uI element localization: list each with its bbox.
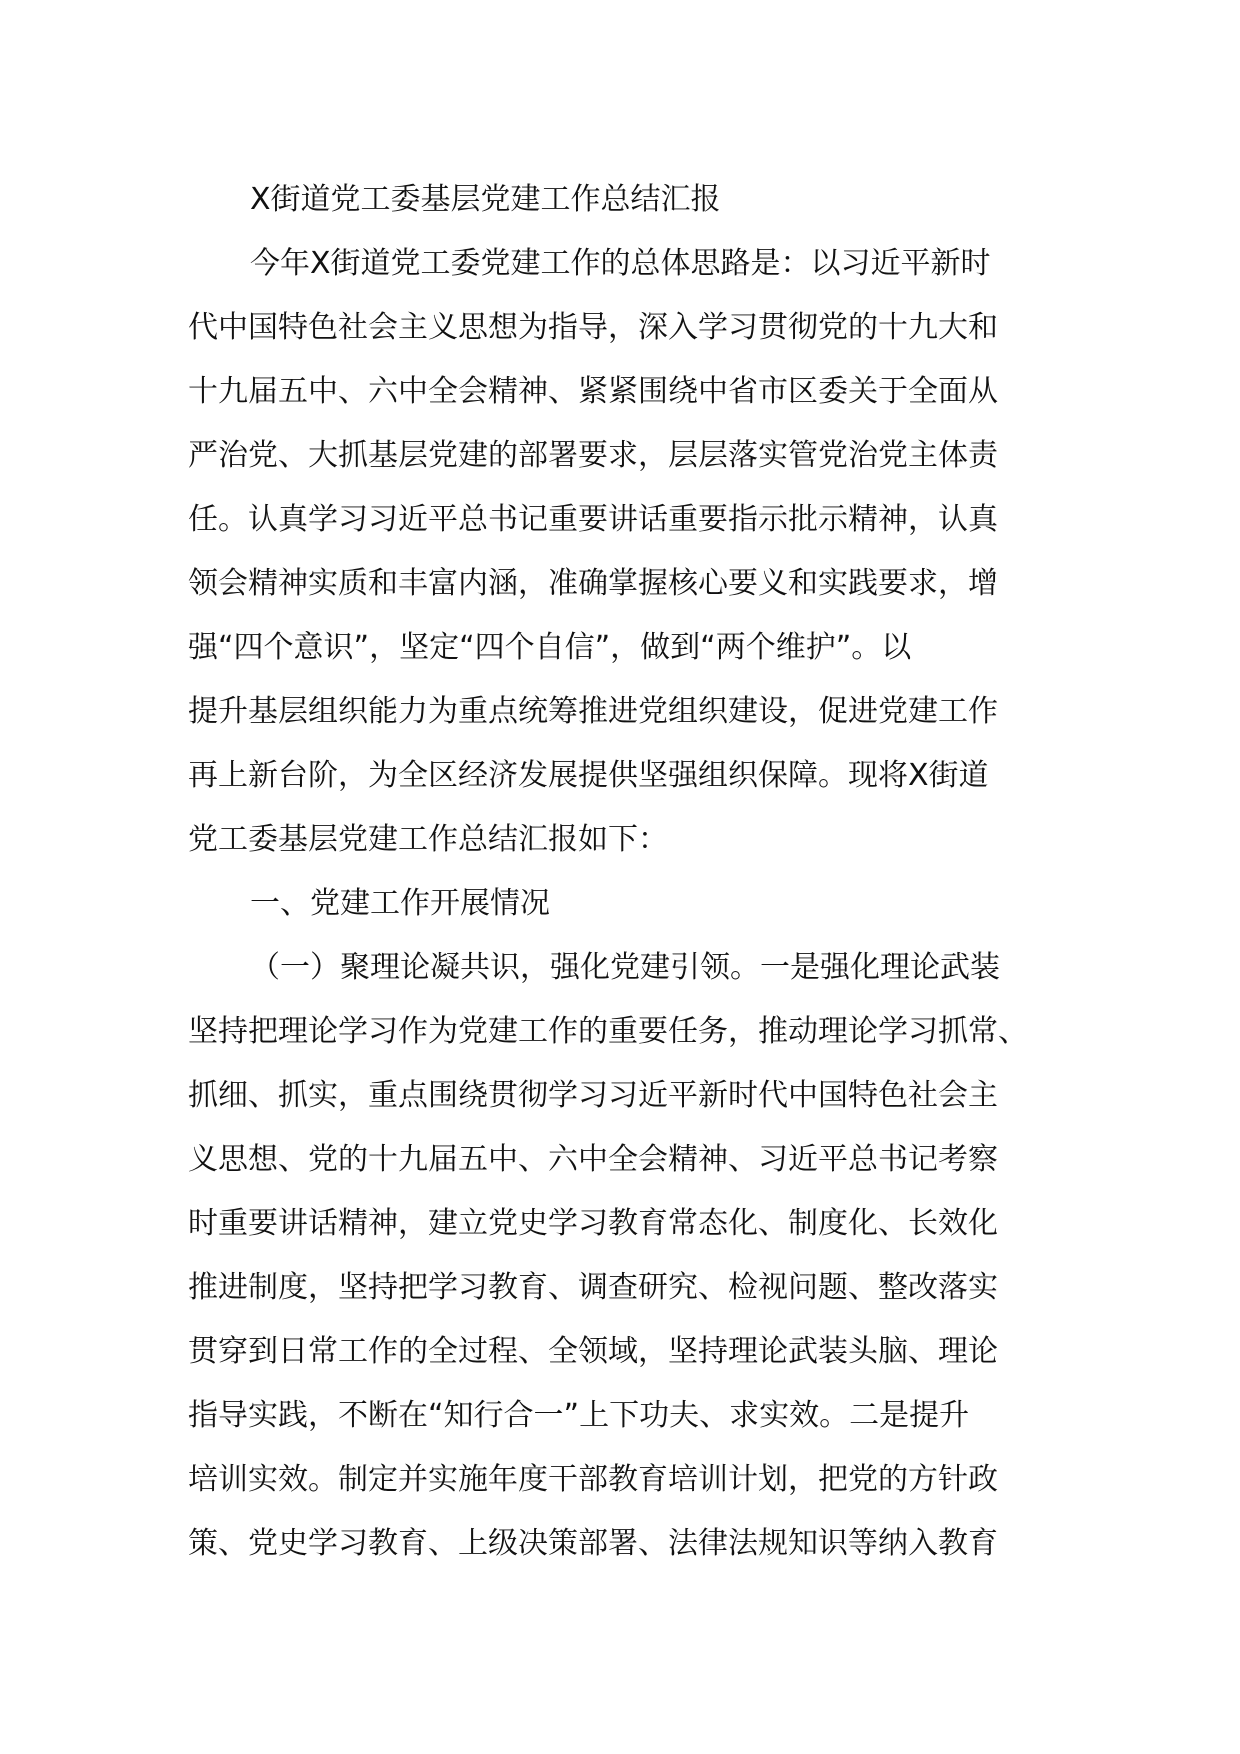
paragraph-line: 领会精神实质和丰富内涵，准确掌握核心要义和实践要求，增 bbox=[188, 566, 998, 601]
paragraph-line: 坚持把理论学习作为党建工作的重要任务，推动理论学习抓常、 bbox=[188, 1014, 1028, 1049]
document-title: X街道党工委基层党建工作总结汇报 bbox=[250, 182, 721, 217]
paragraph-line: 党工委基层党建工作总结汇报如下： bbox=[188, 822, 668, 857]
section-heading: 一、党建工作开展情况 bbox=[250, 886, 550, 921]
paragraph-line: 贯穿到日常工作的全过程、全领域，坚持理论武装头脑、理论 bbox=[188, 1334, 998, 1369]
paragraph-line: 推进制度，坚持把学习教育、调查研究、检视问题、整改落实 bbox=[188, 1270, 998, 1305]
paragraph-line: 再上新台阶，为全区经济发展提供坚强组织保障。现将X街道 bbox=[188, 758, 989, 793]
paragraph-line: 提升基层组织能力为重点统筹推进党组织建设，促进党建工作 bbox=[188, 694, 998, 729]
paragraph-line: 培训实效。制定并实施年度干部教育培训计划，把党的方针政 bbox=[188, 1462, 998, 1497]
paragraph-line: 十九届五中、六中全会精神、紧紧围绕中省市区委关于全面从 bbox=[188, 374, 998, 409]
paragraph-line: 策、党史学习教育、上级决策部署、法律法规知识等纳入教育 bbox=[188, 1526, 998, 1561]
paragraph-line: 指导实践，不断在“知行合一”上下功夫、求实效。二是提升 bbox=[188, 1398, 970, 1433]
paragraph-line: 时重要讲话精神，建立党史学习教育常态化、制度化、长效化 bbox=[188, 1206, 998, 1241]
paragraph-line: 代中国特色社会主义思想为指导，深入学习贯彻党的十九大和 bbox=[188, 310, 998, 345]
paragraph-line: 今年X街道党工委党建工作的总体思路是：以习近平新时 bbox=[250, 246, 991, 281]
paragraph-line: 强“四个意识”，坚定“四个自信”，做到“两个维护”。以 bbox=[188, 630, 912, 665]
paragraph-line: 任。认真学习习近平总书记重要讲话重要指示批示精神，认真 bbox=[188, 502, 998, 537]
paragraph-line: 抓细、抓实，重点围绕贯彻学习习近平新时代中国特色社会主 bbox=[188, 1078, 998, 1113]
paragraph-line: （一）聚理论凝共识，强化党建引领。一是强化理论武装 bbox=[250, 950, 1000, 985]
document-body bbox=[188, 168, 1064, 1576]
paragraph-line: 义思想、党的十九届五中、六中全会精神、习近平总书记考察 bbox=[188, 1142, 998, 1177]
paragraph-line: 严治党、大抓基层党建的部署要求，层层落实管党治党主体责 bbox=[188, 438, 998, 473]
